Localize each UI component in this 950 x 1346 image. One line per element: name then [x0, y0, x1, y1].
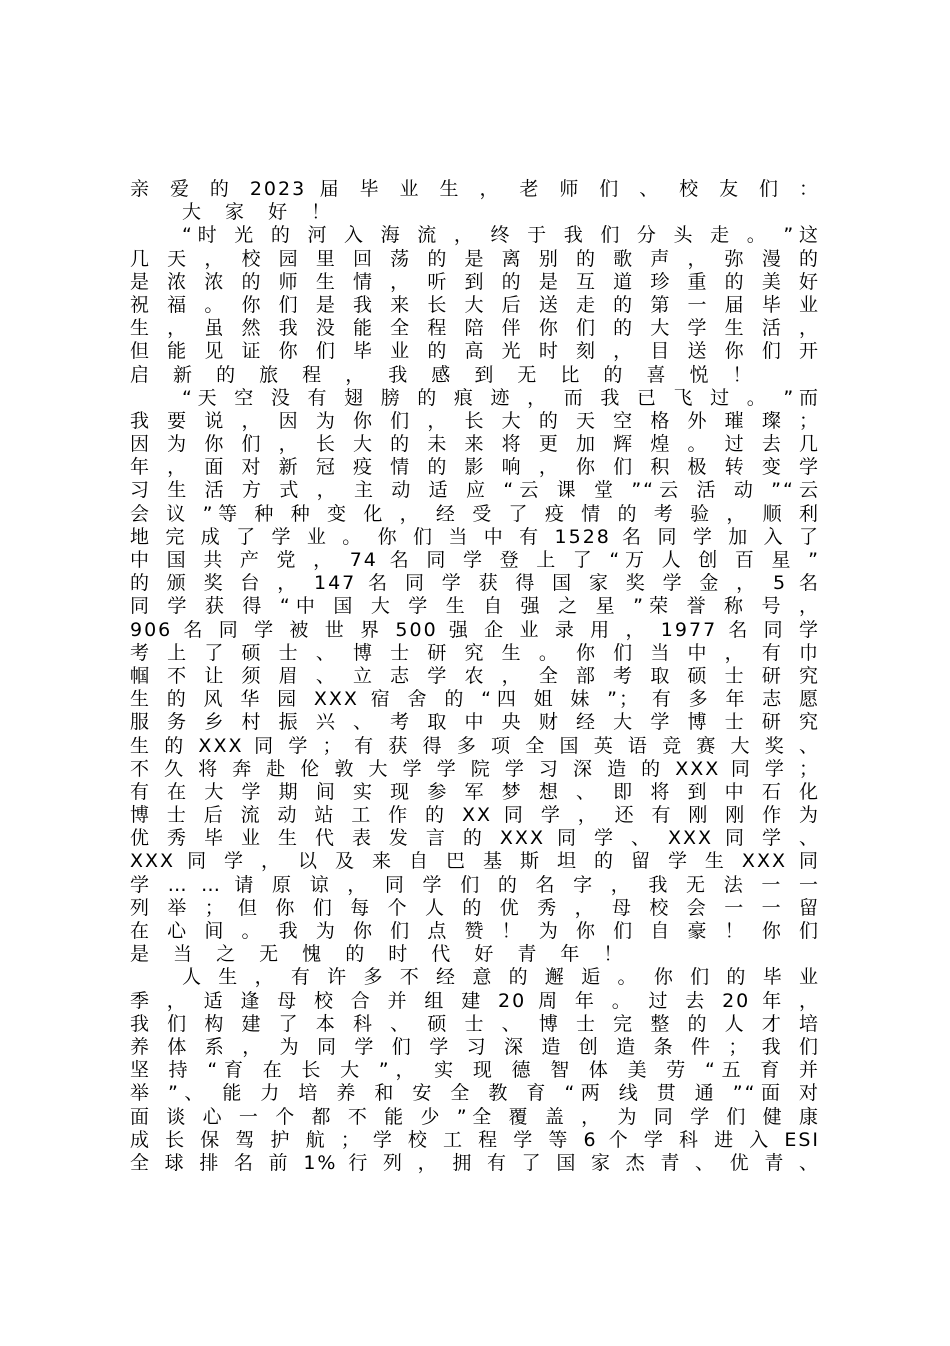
text-line: 的 颁 奖 台 ， 147 名 同 学 获 得 国 家 奖 学 金 ， 5 名: [130, 572, 820, 595]
text-line: 有 在 大 学 期 间 实 现 参 军 梦 想 、 即 将 到 中 石 化: [130, 780, 820, 803]
text-line: 人 生 ， 有 许 多 不 经 意 的 邂 逅 。 你 们 的 毕 业: [182, 966, 820, 989]
text-line: 不 久 将 奔 赴 伦 敦 大 学 学 院 学 习 深 造 的 XXX 同 学 ；: [130, 757, 820, 780]
text-line: 列 举 ； 但 你 们 每 个 人 的 优 秀 ， 母 校 会 一 一 留: [130, 896, 820, 919]
text-line: 几 天 ， 校 园 里 回 荡 的 是 离 别 的 歌 声 ， 弥 漫 的: [130, 247, 820, 270]
text-line: 大 家 好 ！: [182, 201, 340, 224]
text-line: 同 学 获 得 “中 国 大 学 生 自 强 之 星 ”荣 誉 称 号 ，: [130, 595, 820, 618]
text-line: 生 的 XXX 同 学 ； 有 获 得 多 项 全 国 英 语 竞 赛 大 奖 、: [130, 734, 820, 757]
text-line: 服 务 乡 村 振 兴 、 考 取 中 央 财 经 大 学 博 士 研 究: [130, 711, 820, 734]
text-line: 中 国 共 产 党 ， 74 名 同 学 登 上 了 “万 人 创 百 星 ”: [130, 549, 820, 571]
text-line: 博 士 后 流 动 站 工 作 的 XX 同 学 ， 还 有 刚 刚 作 为: [130, 804, 820, 827]
text-line: 面 谈 心 一 个 都 不 能 少 ”全 覆 盖 ， 为 同 学 们 健 康: [130, 1105, 820, 1128]
text-line: 但 能 见 证 你 们 毕 业 的 高 光 时 刻 ， 目 送 你 们 开: [130, 340, 820, 363]
text-line: 地 完 成 了 学 业 。 你 们 当 中 有 1528 名 同 学 加 入 了: [130, 525, 820, 548]
text-line: 全 球 排 名 前 1% 行 列 ， 拥 有 了 国 家 杰 青 、 优 青 、: [130, 1151, 820, 1174]
text-line: 学 … … 请 原 谅 ， 同 学 们 的 名 字 ， 我 无 法 一 一: [130, 873, 820, 896]
text-line: 考 上 了 硕 士 、 博 士 研 究 生 。 你 们 当 中 ， 有 巾: [130, 641, 820, 664]
text-line: “天 空 没 有 翅 膀 的 痕 迹 ， 而 我 已 飞 过 。 ”而: [182, 386, 820, 409]
text-line: 启 新 的 旅 程 ， 我 感 到 无 比 的 喜 悦 ！: [130, 363, 761, 386]
text-line: 成 长 保 驾 护 航 ； 学 校 工 程 学 等 6 个 学 科 进 入 ESI: [130, 1128, 820, 1151]
text-line: 906 名 同 学 被 世 界 500 强 企 业 录 用 ， 1977 名 同 学: [130, 618, 820, 641]
text-line: XXX 同 学 ， 以 及 来 自 巴 基 斯 坦 的 留 学 生 XXX 同: [130, 850, 820, 873]
text-line: 我 们 构 建 了 本 科 、 硕 士 、 博 士 完 整 的 人 才 培: [130, 1012, 820, 1035]
text-line: 优 秀 毕 业 生 代 表 发 言 的 XXX 同 学 、 XXX 同 学 、: [130, 827, 820, 850]
text-line: 我 要 说 ， 因 为 你 们 ， 长 大 的 天 空 格 外 璀 璨 ；: [130, 409, 820, 432]
text-line: 生 的 风 华 园 XXX 宿 舍 的 “四 姐 妹 ”； 有 多 年 志 愿: [130, 688, 820, 711]
text-line: 帼 不 让 须 眉 、 立 志 学 农 ， 全 部 考 取 硕 士 研 究: [130, 664, 820, 687]
text-line: 习 生 活 方 式 ， 主 动 适 应 “云 课 堂 ”“云 活 动 ”“云: [130, 479, 820, 502]
text-line: 会 议 ”等 种 种 变 化 ， 经 受 了 疫 情 的 考 验 ， 顺 利: [130, 502, 820, 525]
text-line: 亲 爱 的 2023 届 毕 业 生 ， 老 师 们 、 校 友 们 ：: [130, 178, 820, 200]
text-line: 因 为 你 们 ， 长 大 的 未 来 将 更 加 辉 煌 。 过 去 几: [130, 433, 820, 456]
text-line: 养 体 系 ， 为 同 学 们 学 习 深 造 创 造 条 件 ； 我 们: [130, 1035, 820, 1058]
text-line: “时 光 的 河 入 海 流 ， 终 于 我 们 分 头 走 。 ”这: [182, 224, 820, 247]
text-line: 举 ”、 能 力 培 养 和 安 全 教 育 “两 线 贯 通 ”“面 对: [130, 1082, 820, 1105]
text-line: 在 心 间 。 我 为 你 们 点 赞 ！ 为 你 们 自 豪 ！ 你 们: [130, 920, 820, 942]
text-line: 坚 持 “育 在 长 大 ”， 实 现 德 智 体 美 劳 “五 育 并: [130, 1059, 820, 1082]
text-line: 祝 福 。 你 们 是 我 来 长 大 后 送 走 的 第 一 届 毕 业: [130, 293, 820, 316]
text-line: 年 ， 面 对 新 冠 疫 情 的 影 响 ， 你 们 积 极 转 变 学: [130, 456, 820, 479]
text-line: 是 当 之 无 愧 的 时 代 好 青 年 ！: [130, 943, 632, 966]
text-line: 季 ， 适 逢 母 校 合 并 组 建 20 周 年 。 过 去 20 年 ，: [130, 989, 820, 1012]
speech-text: [130, 178, 820, 1175]
text-line: 生 ， 虽 然 我 没 能 全 程 陪 伴 你 们 的 大 学 生 活 ，: [130, 317, 820, 340]
text-line: 是 浓 浓 的 师 生 情 ， 听 到 的 是 互 道 珍 重 的 美 好: [130, 270, 820, 293]
